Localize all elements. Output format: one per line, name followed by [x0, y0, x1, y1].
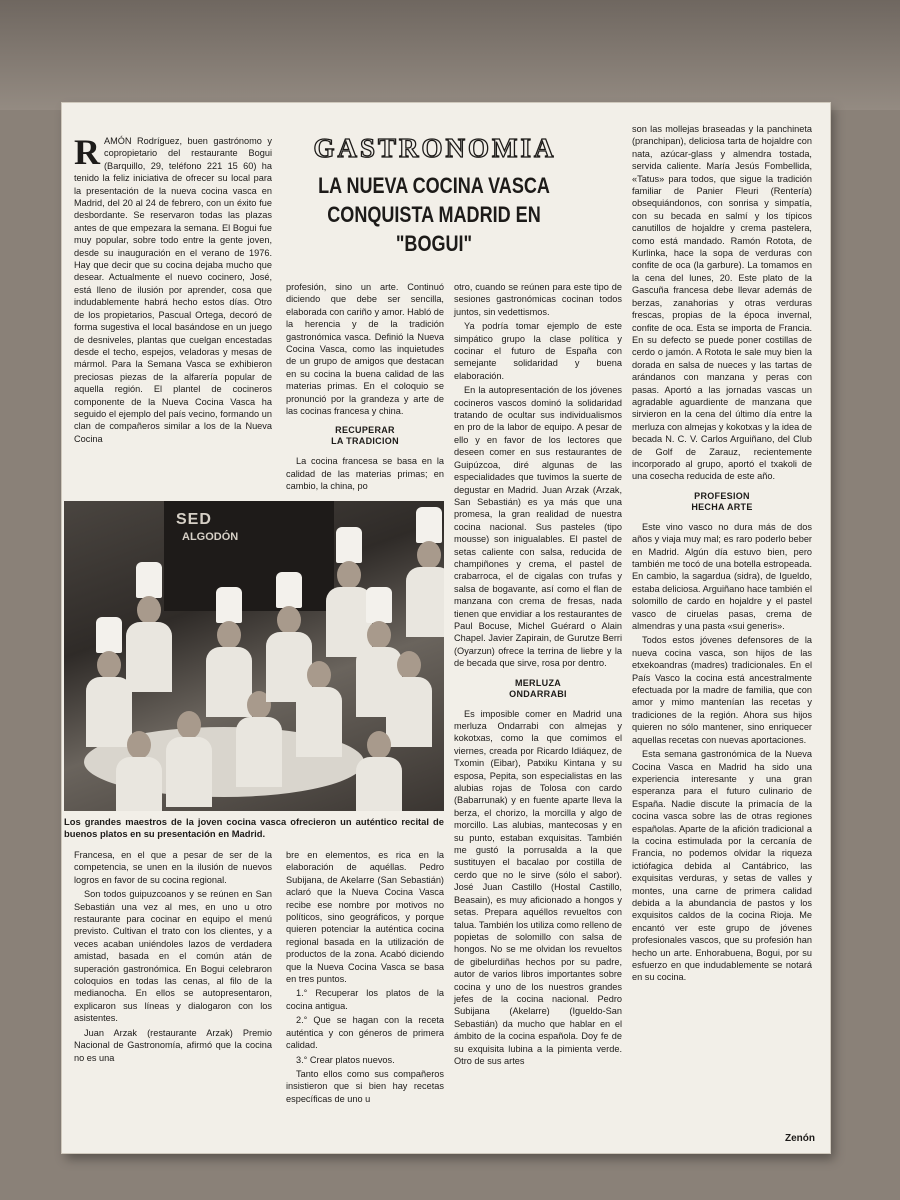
paragraph: Francesa, en el que a pesar de ser de la competencia, se unen en la ilusión de nuevos logros en favor de su cocina regional.	[74, 850, 272, 885]
paragraph: Ya podría tomar ejemplo de este simpático grupo la clase política y cocinar el futuro de España con semejante solidaridad y buena elaboración.	[454, 321, 622, 381]
background	[0, 0, 900, 110]
chef-face	[417, 541, 441, 569]
paragraph: 1.° Recuperar los platos de la cocina antigua.	[286, 988, 444, 1011]
chef-coat	[236, 717, 282, 787]
subheading: RECUPERAR LA TRADICION	[331, 425, 399, 447]
chef-face	[337, 561, 361, 589]
photo-caption: Los grandes maestros de la joven cocina vasca ofrecieron un auténtico recital de buenos platos en su presentación en Madrid.	[64, 816, 444, 839]
photo-sign-2: ALGODÓN	[182, 531, 239, 543]
chefs-photo	[64, 501, 444, 811]
headline-line-2: CONQUISTA MADRID EN "BOGUI"	[327, 202, 541, 256]
column-2-top	[286, 281, 444, 495]
paragraph: Esta semana gastronómica de la Nueva Cocina Vasca en Madrid ha sido una experiencia interesante y una gran esperanza para el futuro culinario de España. Nadie discute la primacía de la cocina vasca sobre las de otras regiones españolas. Aparte de la afición tradicional a la cocina estimulada por la cercanía de Francia, no podemos olvidar la riqueza ictiófagica debida al Cantábrico, las exquisitas verduras, y setas de valles y montes, una carne de primera calidad debida a la abundancia de pastos y los exquisitos caldos de la cocina Rioja. Me encantó ver este grupo de jóvenes profesionales vascos, que su profesión han hecho un arte. Enhorabuena, Bogui, por su esfuerzo en que indudablemente se notará en su cocina.	[632, 749, 812, 983]
chef-hat	[136, 562, 162, 598]
chef-face	[217, 621, 241, 649]
chef-hat	[366, 587, 392, 623]
paragraph: AMÓN Rodríguez, buen gastrónomo y copropietario del restaurante Bogui (Barquillo, 29, teléfono 221 15 60) ha tenido la feliz iniciativa de ofrecer su local para la presentación de la nueva cocina vasca en Madrid, del 20 al 24 de febrero, con un éxito fue desbordante. Se reservaron todas las plazas antes de que empezara la semana. El Bogui fue muy popular, sobre todo entre la gente joven, desde su inauguración en el verano de 1976. Hay que decir que su cocina dejaba mucho que desear. Actualmente el nuevo cocinero, José, está lleno de ilusión por aprender, cosa que indudablemente habrá hecho estos días. Otro de los propietarios, Pascual Ortega, decoró de forma sugestiva el local basándose en un juego de desniveles, plantas que cuelgan encestadas desde el techo, espejos, veladoras y mesas de mármol. Para la Semana Vasca se exhibieron preciosas piezas de la alfarería popular de aquella región. El plantel de cocineros componente de la Nueva Cocina Vasca ha seguido el ejemplo del país vecino, formando un clan de compañeros similar a los de la Nueva Cocina	[74, 136, 272, 444]
chef-coat	[406, 567, 444, 637]
chef-hat	[336, 527, 362, 563]
chef-face	[367, 731, 391, 759]
chef-face	[397, 651, 421, 679]
chef-coat	[116, 757, 162, 811]
paragraph: bre en elementos, es rica en la elaboración de aquéllas. Pedro Subijana, de Akelarre (San Sebastián) aclaró que la Nueva Cocina Vasca recibe ese nombre por motivos no políticos, sino geográficos, y porque quieren potenciar la auténtica cocina regional basada en la utilización de productos de la zona. Acabó diciendo que la Nueva Cocina Vasca se basa en tres puntos.	[286, 850, 444, 985]
chef-coat	[126, 622, 172, 692]
paragraph: profesión, sino un arte. Continuó diciendo que debe ser sencilla, elaborada con cariño y amor. Habló de la herencia y de la tradición gastronómica vasca. Definió la Nueva Cocina Vasca, como las inquietudes de un grupo de amigos que destacan en su cocina la buena calidad de las materias primas. En el coloquio se pronunció por la grandeza y arte de las cocinas francesa y china.	[286, 282, 444, 417]
drop-cap: R	[74, 132, 100, 172]
paragraph: Juan Arzak (restaurante Arzak) Premio Nacional de Gastronomía, afirmó que la cocina no es una	[74, 1027, 272, 1063]
section-title: GASTRONOMIA	[313, 133, 557, 163]
chef-face	[97, 651, 121, 679]
paragraph: Tanto ellos como sus compañeros insistieron que si bien hay recetas específicas de uno u	[286, 1068, 444, 1104]
chef-coat	[206, 647, 252, 717]
paragraph: Es imposible comer en Madrid una merluza Ondarrabi con almejas y kokotxas, como la que comimos el viernes, creada por Ricardo Idiáquez, de Txomin (Eibar), Patxiku Kintana y su esposa, Pepita, son especialistas en las alubias rojas de Tolosa con cardo (Babarrunak) y en fuente aparte lleva la berza, el chorizo, la morcilla y algo de morcillo. Las alubias, mantecosas y en su punto, estaban exquisitas. También me gustó la porrusalda a la que sustituyen el bacalao por costilla de cerdo que no le sirve (sólo el sabor). José Juan Castillo (Hostal Castillo, Beasain), es muy aficionado a hongos y setas. Prepara aquéllos revueltos con talua. También los utiliza como relleno de popietas de solomillo con salsa de hongos. No se me olvidan los revueltos de gibelurdiñas hechos por su padre, autor de varios libros importantes sobre cocina y uno de los nuestros grandes jefes de la cocina nacional. Pedro Subijana (Akelarre) (Igueldo-San Sebastián) da mucho que hablar en el ámbito de la cocina española. Doy fe de su exquisita lubina a la pimienta verde. Otro de sus artes	[454, 708, 622, 1066]
chef-hat	[416, 507, 442, 543]
chef-hat	[216, 587, 242, 623]
column-1-bottom	[74, 849, 272, 1066]
chef-face	[277, 606, 301, 634]
paragraph: Este vino vasco no dura más de dos años y viaja muy mal; es raro poderlo beber en Madrid. Algún día estuvo bien, pero también me tocó de una botella estropeada. En cambio, la sagardua (sidra), de Igueldo, estaba deliciosa. Arguiñano hace también el solomillo de cardo en hojaldre y el pastel vasco de ciruelas pasas, crema de almendras y una pasta «sui generis».	[632, 521, 812, 632]
chef-face	[127, 731, 151, 759]
subheading: MERLUZA ONDARRABI	[509, 677, 567, 699]
photo-sign: SED	[176, 511, 212, 528]
chef-face	[367, 621, 391, 649]
headline-line-1: LA NUEVA COCINA VASCA	[318, 173, 550, 198]
paragraph: 3.° Crear platos nuevos.	[296, 1054, 395, 1065]
column-2-bottom	[286, 849, 444, 1107]
paragraph: otro, cuando se reúnen para este tipo de sesiones gastronómicas cocinan todos juntos, sin vedettismos.	[454, 282, 622, 317]
subheading: PROFESION HECHA ARTE	[691, 490, 753, 512]
paragraph: Son todos guipuzcoanos y se reúnen en San Sebastián una vez al mes, en uno u otro restaurante para cocinar en equipo el menú previsto. Cultivan el trato con los clientes, y a veces acaban uniéndoles lazos de verdadera amistad, basada en el común atán de superación gastronómica. En Bogui celebraron coloquios en todas las cenas, al filo de la medianocha. En ellos se autopresentaron, explicaron sus líneas y dialogaron con los asistentes.	[74, 889, 272, 1024]
magazine-page	[62, 103, 830, 1153]
column-4	[632, 123, 812, 986]
paragraph: Todos estos jóvenes defensores de la nueva cocina vasca, son hijos de las etxekoandras (madres) tradicionales. En el País Vasco la cocina está ancestralmente efectuada por la madre de familia, que con amor y mimo mantenían las recetas y tradiciones de la región. Ahora sus hijos quieren no sólo mantener, sino enriquecer aquellas recetas con nuevas aportaciones.	[632, 635, 812, 745]
chef-hat	[96, 617, 122, 653]
column-1-top	[74, 132, 272, 447]
paragraph: En la autopresentación de los jóvenes cocineros vascos dominó la solidaridad tratando de ocultar sus individualismos en pro de la labor de equipo. A pesar de ello y en favor de los lectores que deseen comer en sus restaurantes de Guipúzcoa, diré algunas de las especialidades que tuvimos la suerte de degustar en Madrid. Juan Arzak (Arzak, San Sebastián) es ya más que una promesa, la gran realidad de nuestra cocina nacional. Sus pasteles (tipo mousse) son inigualables. El pastel de setas caliente con salsa, reducida de champiñones y crema, el pastel de crabarroca, el de cigalas con trufas y salsa de bogavante, así como el flan de manzana con crema de fresas, nada tienen que envidiar a los restaurantes de Paul Bocuse, Michel Guérard o Alain Chapel. Javier Zapirain, de Gurutze Berri (Oyarzun) ofrece la terrina de liebre y la de becada que sirve, rosa por dentro.	[454, 385, 622, 669]
chef-face	[137, 596, 161, 624]
chef-face	[307, 661, 331, 689]
column-3	[454, 281, 622, 1069]
chef-coat	[166, 737, 212, 807]
headline	[311, 171, 557, 258]
chef-coat	[386, 677, 432, 747]
chef-coat	[356, 757, 402, 811]
paragraph: La cocina francesa se basa en la calidad de las materias primas; en cambio, la china, po	[286, 456, 444, 492]
chef-coat	[296, 687, 342, 757]
chef-face	[177, 711, 201, 739]
author-signature: Zenón	[785, 1133, 815, 1144]
paragraph: 2.° Que se hagan con la receta auténtica y con géneros de primera calidad.	[286, 1015, 444, 1051]
chef-hat	[276, 572, 302, 608]
paragraph: son las mollejas braseadas y la panchineta (pranchipan), deliciosa tarta de hojaldre con nata, azúcar-glass y almendra tostada, servida caliente. María Jesús Fombellida, «Tatus» para todos, que sigue la tradición familiar de Panier Fleuri (Rentería) obsequiándonos, con sonrisa y simpatía, con su becada en salmí y los típicos canutillos de hojaldre y crema pastelera, como está mandado. Ramón Rotota, de Kurlinka, hace la sopa de verduras con confite de oca (la garbure). La tomamos en la cena del lunes, 20. Este plato de la Gascuña francesa debe llevar además de berzas, zanahorias y otras verduras frescas, propias de la época invernal, confite de oca. Esta se importa de Francia. En su defecto se puede poner costillas de cerdo o jamón. A Rotota le sale muy bien la dorada en salsa de nueces y las tartas de arándanos con manzana y peras con pasas. Aportó a las jornadas vascas un agradable aguardiente de manzana que sirvieron en la cena del último día entre la merluza con almejas y kokotxas y la idea de becada N. C. V. Carlos Arguiñano, del Club de Golf de Zarauz, recientemente incorporado al grupo, aportó el txakoli de una cosecha reducida de este año.	[632, 124, 812, 482]
